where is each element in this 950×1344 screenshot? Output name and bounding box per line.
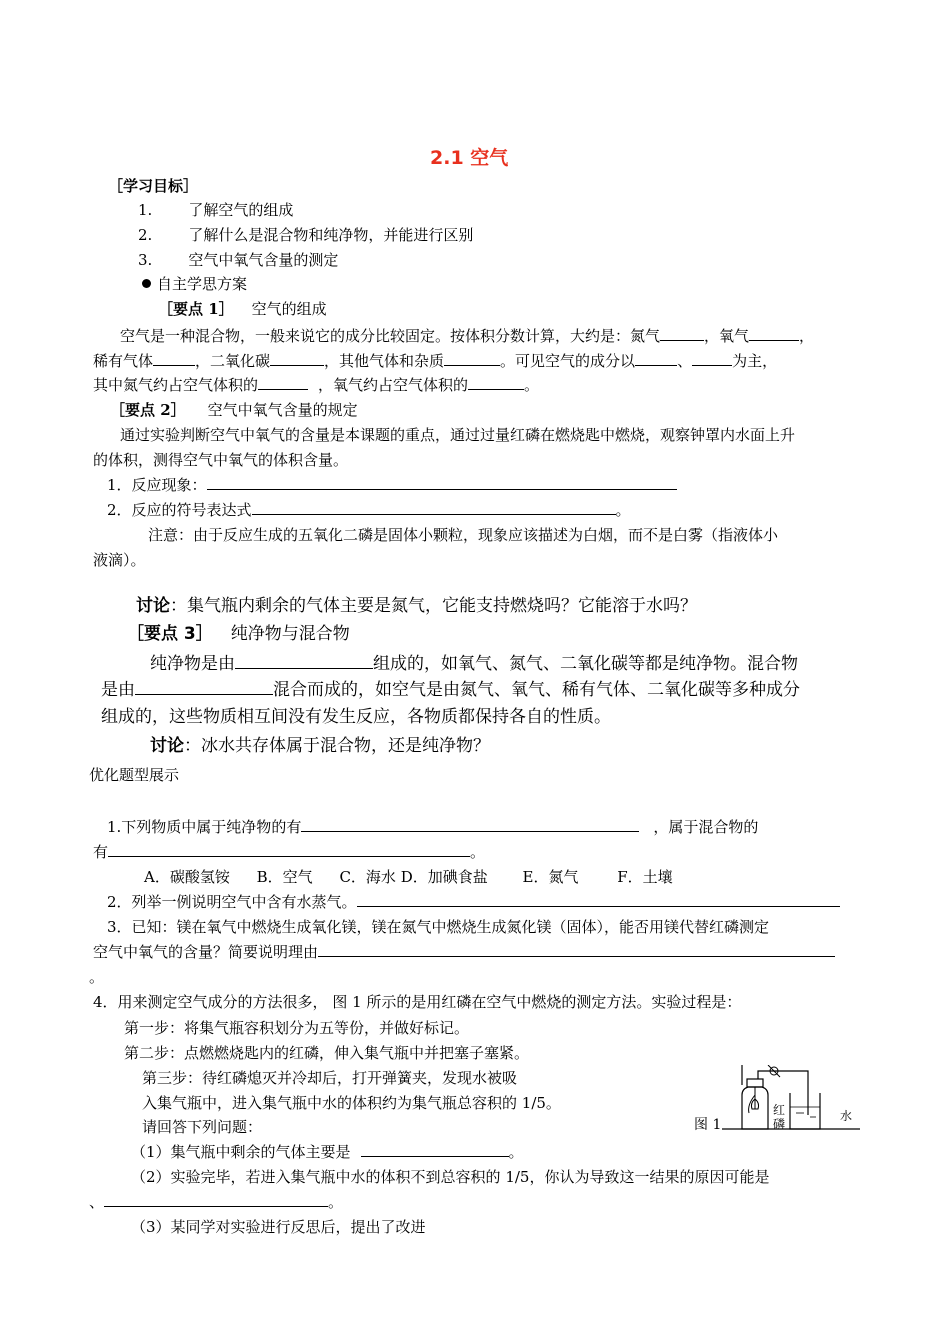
objective-2: 2. 了解什么是混合物和纯净物，并能进行区别 bbox=[138, 226, 474, 244]
label-water: 水 bbox=[840, 1109, 853, 1123]
exercise-2: 2．列举一例说明空气中含有水蒸气。 bbox=[107, 892, 840, 912]
point1-line3: 其中氮气约占空气体积的 ，氧气约占空气体积的 。 bbox=[93, 376, 540, 394]
exercise-3-line2: 空气中氧气的含量？简要说明理由 bbox=[93, 942, 835, 962]
figure-caption: 图 1 bbox=[694, 1117, 722, 1133]
point2-para2: 的体积，测得空气中氧气的体积含量。 bbox=[93, 451, 349, 469]
point3-heading: ［要点 3］ 纯净物与混合物 bbox=[127, 624, 350, 644]
exercise-4-step2: 第二步：点燃燃烧匙内的红磷，伸入集气瓶中并把塞子塞紧。 bbox=[124, 1044, 530, 1062]
exercise-4-step1: 第一步：将集气瓶容积划分为五等份，并做好标记。 bbox=[124, 1019, 470, 1037]
exercise-4-sub2-line2: 、 。 bbox=[89, 1193, 344, 1211]
exercise-3-line3: 。 bbox=[89, 968, 105, 986]
option-c: C．海水 bbox=[339, 868, 396, 886]
point2-para1: 通过实验判断空气中氧气的含量是本课题的重点，通过过量红磷在燃烧匙中燃烧，观察钟罩内水面上升 bbox=[120, 426, 796, 444]
optimized-heading: 优化题型展示 bbox=[89, 766, 180, 784]
discussion-1: 讨论：集气瓶内剩余的气体主要是氮气，它能支持燃烧吗？它能溶于水吗？ bbox=[136, 596, 697, 616]
exercise-4: 4．用来测定空气成分的方法很多， 图 1 所示的是用红磷在空气中燃烧的测定方法。实验过程是： bbox=[93, 993, 742, 1011]
point2-note2: 液滴）。 bbox=[93, 551, 146, 569]
point3-line3: 组成的，这些物质相互间没有发生反应，各物质都保持各自的性质。 bbox=[101, 707, 611, 727]
exercise-4-sub1: （1）集气瓶中剩余的气体主要是 。 bbox=[131, 1143, 524, 1161]
exercise-1-options bbox=[144, 867, 673, 887]
page-title: 2.1 空气 bbox=[430, 147, 509, 169]
apparatus-figure bbox=[722, 1065, 862, 1140]
exercise-4-step3-a: 第三步：待红磷熄灭并冷却后，打开弹簧夹，发现水被吸 bbox=[142, 1069, 518, 1087]
objective-1: 1. 了解空气的组成 bbox=[138, 201, 294, 219]
option-b: B．空气 bbox=[256, 868, 313, 886]
self-study-bullet: 自主学思方案 bbox=[142, 274, 247, 294]
exercise-1-line1: 1.下列物质中属于纯净物的有 ，属于混合物的 bbox=[107, 818, 759, 836]
option-d: D．加碘食盐 bbox=[400, 868, 488, 886]
bullet-icon bbox=[142, 279, 151, 288]
option-a: A．碳酸氢铵 bbox=[144, 868, 230, 886]
exercise-4-step3-b: 入集气瓶中，进入集气瓶中水的体积约为集气瓶总容积的 1/5。 bbox=[142, 1094, 561, 1112]
exercise-3-line1: 3．已知：镁在氧气中燃烧生成氧化镁，镁在氮气中燃烧生成氮化镁（固体），能否用镁代替红磷测定 bbox=[107, 918, 770, 936]
point1-heading: ［要点 1］ 空气的组成 bbox=[158, 300, 327, 318]
objective-3: 3. 空气中氧气含量的测定 bbox=[138, 251, 339, 269]
point2-heading: ［要点 2］ 空气中氧气含量的规定 bbox=[110, 401, 358, 419]
point3-line1: 纯净物是由 组成的，如氧气、氮气、二氧化碳等都是纯净物。混合物 bbox=[150, 654, 798, 674]
exercise-1-line2: 有 。 bbox=[93, 843, 486, 861]
objectives-heading: ［学习目标］ bbox=[108, 177, 199, 195]
point2-note1: 注意：由于反应生成的五氧化二磷是固体小颗粒，现象应该描述为白烟，而不是白雾（指液体小 bbox=[148, 526, 779, 544]
point3-line2: 是由 混合而成的，如空气是由氮气、氧气、稀有气体、二氧化碳等多种成分 bbox=[101, 680, 800, 700]
point1-line2: 稀有气体 ，二氧化碳 ，其他气体和杂质 。可见空气的成分以 、 为主， bbox=[93, 352, 778, 370]
discussion-2: 讨论：冰水共存体属于混合物，还是纯净物？ bbox=[150, 736, 490, 756]
point2-q1: 1．反应现象： bbox=[107, 475, 677, 495]
option-f: F．土壤 bbox=[617, 868, 673, 886]
option-e: E．氮气 bbox=[522, 868, 579, 886]
exercise-4-sub3: （3）某同学对实验进行反思后，提出了改进 bbox=[131, 1218, 426, 1236]
exercise-4-sub2: （2）实验完毕，若进入集气瓶中水的体积不到总容积的 1/5，你认为导致这一结果的原因可能是 bbox=[131, 1168, 770, 1186]
exercise-4-ask: 请回答下列问题： bbox=[142, 1118, 263, 1136]
point1-line1: 空气是一种混合物，一般来说它的成分比较固定。按体积分数计算，大约是：氮气 ，氧气 ， bbox=[120, 327, 815, 345]
label-phosphorus: 红磷 bbox=[773, 1103, 786, 1131]
point2-q2: 2．反应的符号表达式 。 bbox=[107, 501, 631, 519]
